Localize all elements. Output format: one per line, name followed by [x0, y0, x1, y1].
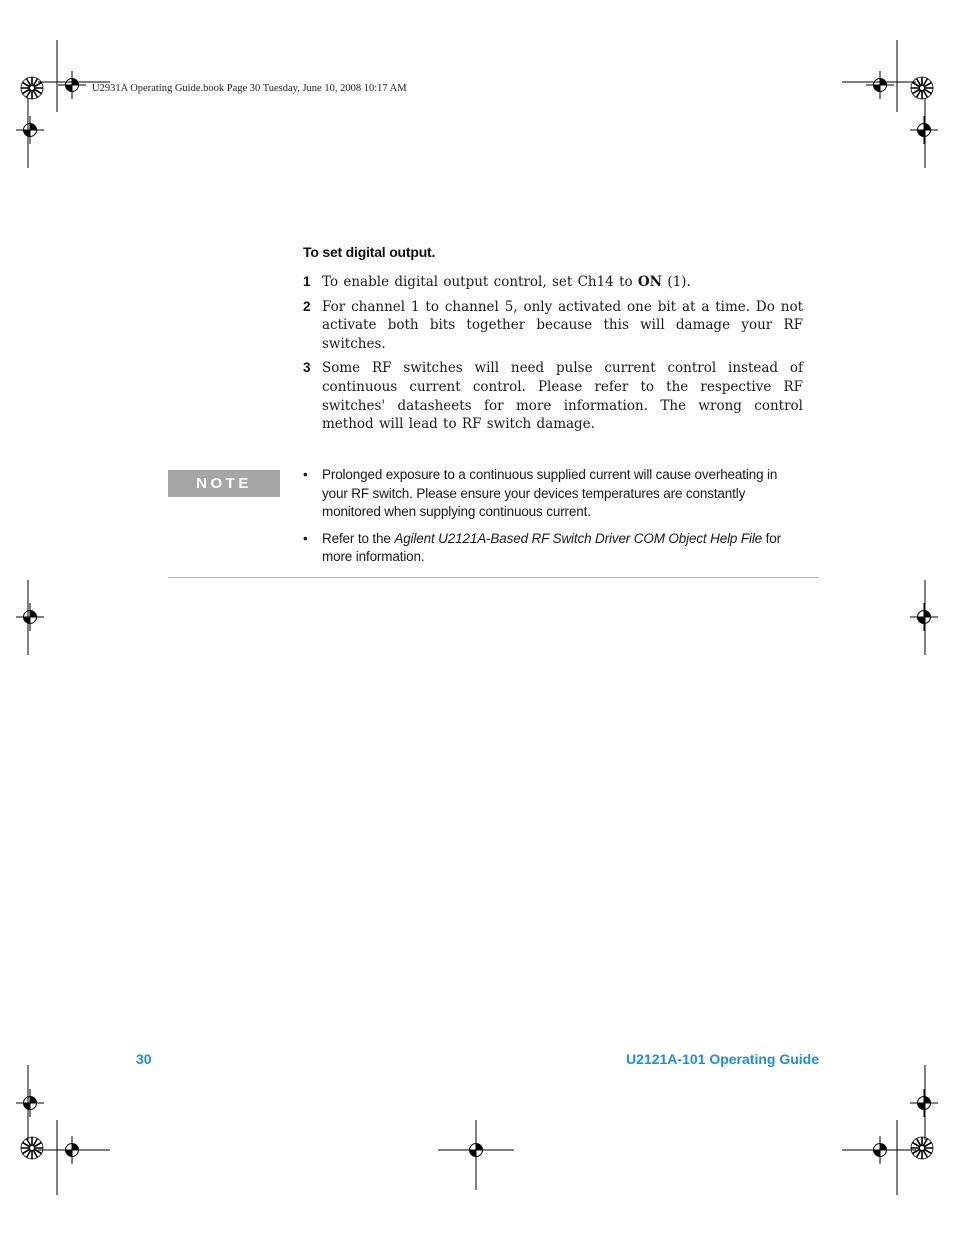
step-number: 3: [303, 360, 311, 376]
procedure-steps: [303, 273, 803, 440]
step-text: For channel 1 to channel 5, only activated one bit at a time. Do not activate both bits together because this will damage your RF switches.: [322, 298, 803, 352]
step-number: 1: [303, 274, 311, 289]
footer-page-number: 30: [136, 1051, 152, 1067]
print-header: U2931A Operating Guide.book Page 30 Tuesday, June 10, 2008 10:17 AM: [92, 83, 407, 94]
step-text: To enable digital output control, set Ch14 to ON (1).: [322, 274, 691, 290]
note-divider: [168, 577, 819, 578]
note-item: [303, 530, 803, 567]
step-item: [303, 273, 803, 292]
step-item: [303, 298, 803, 354]
note-text: Prolonged exposure to a continuous supplied current will cause overheating in your RF switch. Please ensure your devices temperatures are constantly monitored when supplying continuous current.: [322, 467, 778, 519]
note-text: Refer to the Agilent U2121A-Based RF Switch Driver COM Object Help File for more information.: [322, 530, 781, 564]
on-keyword: ON: [637, 274, 663, 290]
bullet-icon: •: [303, 467, 308, 482]
procedure-title: To set digital output.: [303, 244, 436, 260]
step-text: Some RF switches will need pulse current control instead of continuous current control. Please refer to the respective RF switches' datasheets for more information. The wrong control method will lead to RF switch damage.: [322, 360, 803, 433]
step-item: [303, 359, 803, 433]
bullet-icon: •: [303, 530, 308, 546]
help-file-title: Agilent U2121A-Based RF Switch Driver COM Object Help File: [394, 530, 763, 546]
step-number: 2: [303, 298, 311, 314]
note-list: [303, 466, 803, 575]
note-item: [303, 466, 803, 522]
footer-guide-title: U2121A-101 Operating Guide: [626, 1051, 819, 1067]
note-label: NOTE: [168, 470, 280, 497]
